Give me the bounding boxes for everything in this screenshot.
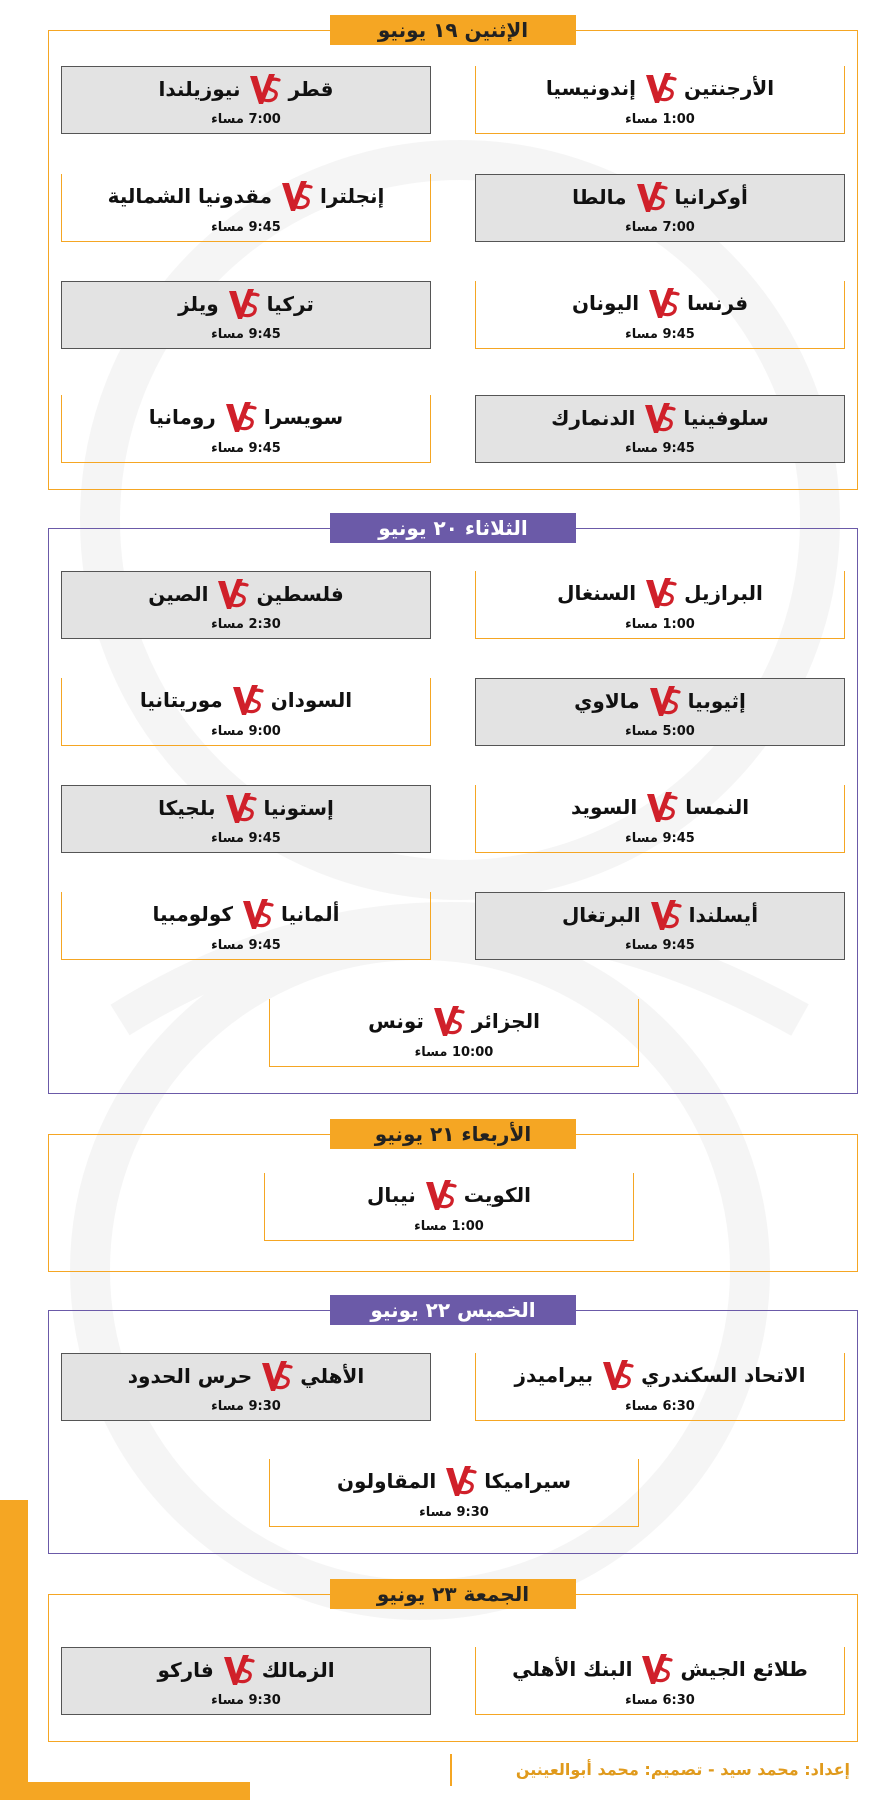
match-time: 9:45 مساء [211,831,281,846]
match-card [475,174,845,242]
away-team: المقاولون [336,1469,437,1493]
home-team: فرنسا [687,291,749,315]
vs-badge-icon [422,1177,458,1213]
match-teams [62,178,430,214]
vs-badge-icon [642,575,678,611]
vs-badge-icon [646,683,682,719]
day-section-monday [48,18,858,490]
match-card [61,174,431,242]
home-team: قطر [288,77,334,101]
home-team: البرازيل [684,581,763,605]
home-team: الاتحاد السكندري [641,1363,806,1387]
home-team: ألمانيا [281,902,340,926]
match-card [61,785,431,853]
away-team: الدنمارك [551,406,636,430]
vs-badge-icon [258,1358,294,1394]
home-team: تركيا [266,292,314,316]
home-team: أيسلندا [688,903,759,927]
home-team: إنجلترا [319,184,385,208]
home-team: فلسطين [256,582,344,606]
match-time: 1:00 مساء [414,1219,484,1234]
match-card [475,892,845,960]
away-team: مقدونيا الشمالية [107,184,272,208]
away-team: السويد [570,795,638,819]
decorative-corner-bar [0,1500,28,1800]
match-teams [62,1358,430,1394]
vs-badge-icon [645,285,681,321]
match-card [475,1647,845,1715]
away-team: بيراميدز [514,1363,594,1387]
match-card [61,66,431,134]
home-team: سويسرا [263,405,344,429]
away-team: الصين [148,582,209,606]
away-team: بلجيكا [158,796,216,820]
match-teams [62,896,430,932]
match-time: 7:00 مساء [625,220,695,235]
match-teams [476,575,844,611]
match-time: 7:00 مساء [211,112,281,127]
match-time: 2:30 مساء [211,617,281,632]
away-team: نيبال [367,1183,416,1207]
match-card [61,1353,431,1421]
home-team: أوكرانيا [674,185,748,209]
match-time: 9:45 مساء [211,220,281,235]
match-card [264,1173,634,1241]
match-card [475,785,845,853]
home-team: الأهلي [300,1364,365,1388]
vs-badge-icon [642,70,678,106]
match-teams [476,285,844,321]
match-card [61,1647,431,1715]
home-team: سلوفينيا [683,406,769,430]
vs-badge-icon [430,1003,466,1039]
match-time: 9:00 مساء [211,724,281,739]
match-time: 9:30 مساء [211,1693,281,1708]
match-time: 1:00 مساء [625,112,695,127]
match-time: 6:30 مساء [625,1693,695,1708]
match-card [61,571,431,639]
match-time: 5:00 مساء [625,724,695,739]
match-card [61,281,431,349]
away-team: كولومبيا [152,902,233,926]
away-team: البرتغال [561,903,641,927]
day-label: الأربعاء ٢١ يونيو [330,1119,576,1149]
match-time: 9:45 مساء [211,327,281,342]
match-teams [476,683,844,719]
match-teams [270,1003,638,1039]
vs-badge-icon [214,576,250,612]
match-time: 6:30 مساء [625,1399,695,1414]
day-section-friday [48,1582,858,1742]
vs-badge-icon [229,682,265,718]
match-teams [476,400,844,436]
match-card [61,678,431,746]
home-team: طلائع الجيش [680,1657,808,1681]
match-teams [476,179,844,215]
match-time: 9:30 مساء [211,1399,281,1414]
away-team: السنغال [557,581,637,605]
away-team: اليونان [571,291,640,315]
match-teams [62,790,430,826]
vs-badge-icon [222,399,258,435]
match-card [475,66,845,134]
vs-badge-icon [633,179,669,215]
match-card [475,678,845,746]
match-time: 9:45 مساء [625,327,695,342]
away-team: ويلز [178,292,219,316]
home-team: إستونيا [263,796,334,820]
day-label: الجمعة ٢٣ يونيو [330,1579,576,1609]
away-team: تونس [368,1009,424,1033]
match-card [61,395,431,463]
match-teams [62,576,430,612]
match-time: 1:00 مساء [625,617,695,632]
home-team: الزمالك [261,1658,335,1682]
away-team: موريتانيا [139,688,223,712]
vs-badge-icon [638,1651,674,1687]
match-card [475,571,845,639]
match-teams [476,1357,844,1393]
match-time: 9:45 مساء [625,831,695,846]
day-label: الإثنين ١٩ يونيو [330,15,576,45]
match-time: 9:45 مساء [211,441,281,456]
vs-badge-icon [599,1357,635,1393]
credits-line: إعداد: محمد سيد - تصميم: محمد أبوالعينين [450,1754,850,1786]
day-label: الخميس ٢٢ يونيو [330,1295,576,1325]
match-time: 9:45 مساء [211,938,281,953]
home-team: الأرجنتين [683,76,775,100]
vs-badge-icon [641,400,677,436]
vs-badge-icon [643,789,679,825]
vs-badge-icon [239,896,275,932]
vs-badge-icon [246,71,282,107]
match-teams [62,1652,430,1688]
match-teams [476,897,844,933]
home-team: السودان [270,688,353,712]
away-team: مالاوي [574,689,640,713]
vs-badge-icon [222,790,258,826]
vs-badge-icon [442,1463,478,1499]
away-team: البنك الأهلي [512,1657,633,1681]
day-label: الثلاثاء ٢٠ يونيو [330,513,576,543]
match-teams [62,399,430,435]
match-teams [476,789,844,825]
away-team: حرس الحدود [127,1364,253,1388]
away-team: مالطا [572,185,627,209]
match-teams [270,1463,638,1499]
day-section-wednesday [48,1122,858,1272]
day-section-tuesday [48,516,858,1094]
match-card [61,892,431,960]
match-time: 10:00 مساء [414,1045,494,1060]
home-team: إثيوبيا [687,689,746,713]
vs-badge-icon [225,286,261,322]
match-time: 9:45 مساء [625,441,695,456]
vs-badge-icon [647,897,683,933]
away-team: فاركو [157,1658,214,1682]
home-team: الجزائر [471,1009,540,1033]
match-teams [62,71,430,107]
decorative-bottom-bar [0,1782,250,1800]
match-card [475,395,845,463]
home-team: سيراميكا [484,1469,572,1493]
home-team: الكويت [463,1183,531,1207]
away-team: نيوزيلندا [158,77,241,101]
vs-badge-icon [278,178,314,214]
day-section-thursday [48,1298,858,1554]
match-teams [62,682,430,718]
match-card [269,1459,639,1527]
match-time: 9:30 مساء [419,1505,489,1520]
match-time: 9:45 مساء [625,938,695,953]
home-team: النمسا [685,795,750,819]
away-team: إندونيسيا [545,76,636,100]
match-teams [476,1651,844,1687]
match-card [475,1353,845,1421]
match-card [475,281,845,349]
vs-badge-icon [220,1652,256,1688]
match-teams [476,70,844,106]
match-teams [265,1177,633,1213]
match-teams [62,286,430,322]
away-team: رومانيا [148,405,216,429]
match-card [269,999,639,1067]
